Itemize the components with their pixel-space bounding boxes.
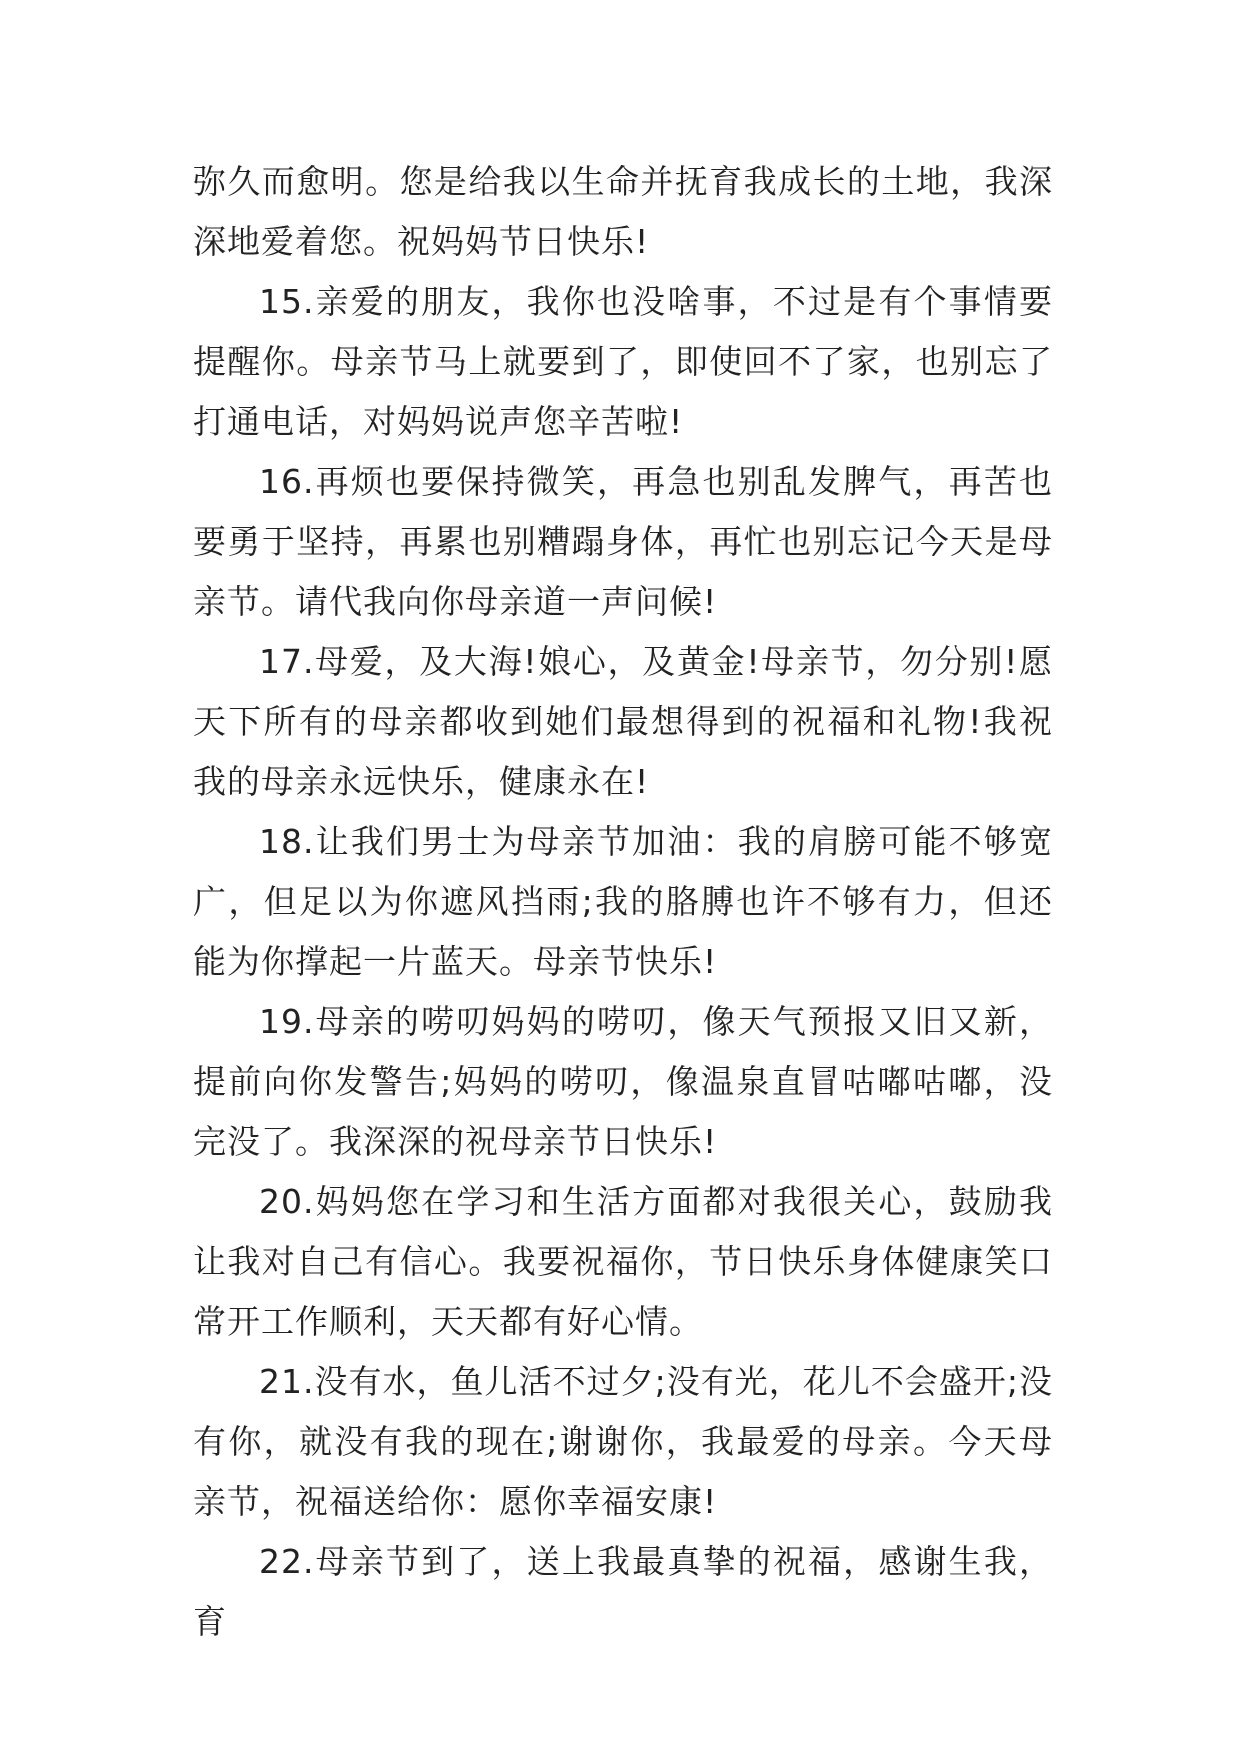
paragraph-18: 18.让我们男士为母亲节加油：我的肩膀可能不够宽广，但足以为你遮风挡雨;我的胳膊也许不够有力，但还能为你撑起一片蓝天。母亲节快乐! (193, 822, 1053, 981)
paragraph-16: 16.再烦也要保持微笑，再急也别乱发脾气，再苦也要勇于坚持，再累也别糟蹋身体，再忙也别忘记今天是母亲节。请代我向你母亲道一声问候! (193, 462, 1053, 621)
paragraph-22: 22.母亲节到了，送上我最真挚的祝福，感谢生我，育 (193, 1542, 1053, 1641)
document-body (193, 152, 1053, 1652)
paragraph-15: 15.亲爱的朋友，我你也没啥事，不过是有个事情要提醒你。母亲节马上就要到了，即使回不了家，也别忘了打通电话，对妈妈说声您辛苦啦! (193, 282, 1053, 441)
paragraph-20: 20.妈妈您在学习和生活方面都对我很关心，鼓励我让我对自己有信心。我要祝福你，节日快乐身体健康笑口常开工作顺利，天天都有好心情。 (193, 1182, 1053, 1341)
paragraph-21: 21.没有水，鱼儿活不过夕;没有光，花儿不会盛开;没有你，就没有我的现在;谢谢你，我最爱的母亲。今天母亲节，祝福送给你：愿你幸福安康! (193, 1362, 1053, 1521)
paragraph-continuation: 弥久而愈明。您是给我以生命并抚育我成长的土地，我深深地爱着您。祝妈妈节日快乐! (193, 162, 1053, 261)
paragraph-19: 19.母亲的唠叨妈妈的唠叨，像天气预报又旧又新，提前向你发警告;妈妈的唠叨，像温泉直冒咕嘟咕嘟，没完没了。我深深的祝母亲节日快乐! (193, 1002, 1053, 1161)
paragraph-17: 17.母爱，及大海!娘心，及黄金!母亲节，勿分别!愿天下所有的母亲都收到她们最想得到的祝福和礼物!我祝我的母亲永远快乐，健康永在! (193, 642, 1053, 801)
